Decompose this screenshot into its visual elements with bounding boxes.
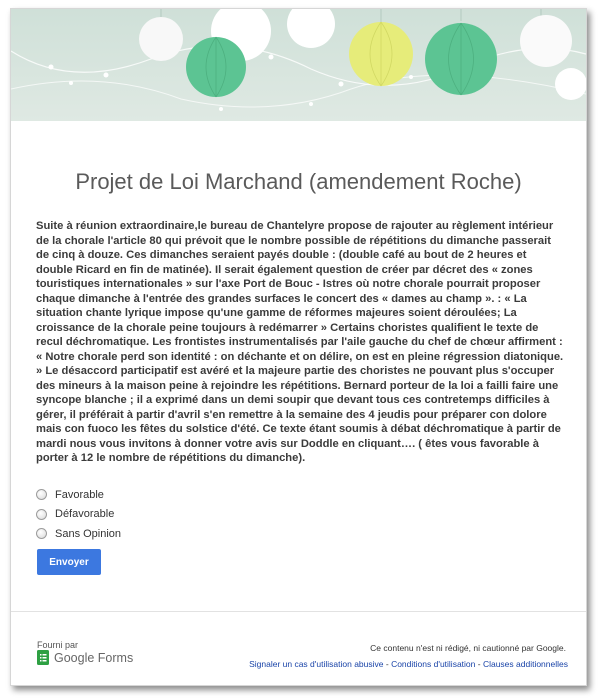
radio-button[interactable]	[36, 489, 47, 500]
option-label: Favorable	[55, 488, 104, 501]
form-title: Projet de Loi Marchand (amendement Roche)	[75, 169, 522, 194]
submit-button[interactable]: Envoyer	[37, 549, 101, 575]
paper-lanterns-image	[11, 9, 586, 121]
radio-group	[36, 485, 121, 544]
option-label: Défavorable	[55, 508, 115, 521]
additional-terms-link[interactable]: Clauses additionnelles	[482, 659, 568, 669]
google-forms-logo[interactable]	[37, 650, 133, 665]
option-favorable[interactable]	[36, 485, 121, 505]
google-forms-icon	[37, 650, 49, 665]
terms-link[interactable]: Conditions d'utilisation	[391, 659, 476, 669]
lantern-white-3	[287, 9, 335, 48]
powered-by-label: Fourni par	[37, 640, 79, 650]
link-separator: -	[475, 659, 483, 669]
radio-button[interactable]	[36, 528, 47, 539]
google-forms-brand: Google Forms	[54, 650, 134, 665]
footer-divider	[11, 611, 586, 612]
header-banner	[11, 9, 586, 121]
footer-links	[249, 659, 568, 669]
lantern-white-4	[520, 15, 572, 67]
link-separator: -	[383, 659, 392, 669]
form-card	[10, 8, 587, 686]
option-label: Sans Opinion	[55, 527, 122, 540]
google-disclaimer: Ce contenu n'est ni rédigé, ni cautionné par Google.	[370, 643, 566, 653]
lantern-white-5	[555, 68, 586, 100]
report-abuse-link[interactable]: Signaler un cas d'utilisation abusive	[249, 659, 384, 669]
option-sans-opinion[interactable]	[36, 524, 121, 544]
lantern-white-1	[139, 17, 183, 61]
option-defavorable[interactable]	[36, 505, 121, 525]
radio-button[interactable]	[36, 509, 47, 520]
form-description: Suite à réunion extraordinaire,le bureau de Chantelyre propose de rajouter au règlement intérieur de la chorale l'article 80 qui prévoit que le nombre possible de répétitions du dimanche passerait de cinq à douze. Ces dimanches seraient payés double : (double café au bout de 2 heures et double Ricard en fin de matinée). Il serait également question de créer par décret des « zones touristiques internationales » sur l'axe Port de Bouc - Istres où notre chorale pourrait proposer chaque dimanche à l'entrée des grandes surfaces le concert des « dames au champ ». : « La situation chante lyrique impose qu'une gamme de réformes majeures soient déroulées; La croissance de la chorale peine toujours à redémarrer » Certains choristes qualifient le texte de recul déchromatique. Les frontistes instrumentalisés par l'aile gauche du chef de chœur affirment : « Notre chorale perd son identité : on déchante et on délire, on est en pleine régression diatonique. » Le désaccord participatif est avéré et la majeure partie des choristes ne pouvant plus s'occuper des mineurs à la maison peine à rejoindre les répétitions. Bernard porteur de la loi a failli faire une syncope blanche ; il a exprimé dans un demi soupir que devant tous ces contretemps difficiles à gérer, il préférait à partir d'avril s'en remettre à la semaine des 4 jeudis pour préparer con dolore mais con fuoco les fêtes du solstice d'été. Ce texte étant soumis à débat déchromatique à partir de mardi nous vous invitons à donner votre avis sur Doddle en cliquant…. ( êtes vous favorable à porter à 12 le nombre de répétitions du dimanche).	[36, 220, 564, 464]
